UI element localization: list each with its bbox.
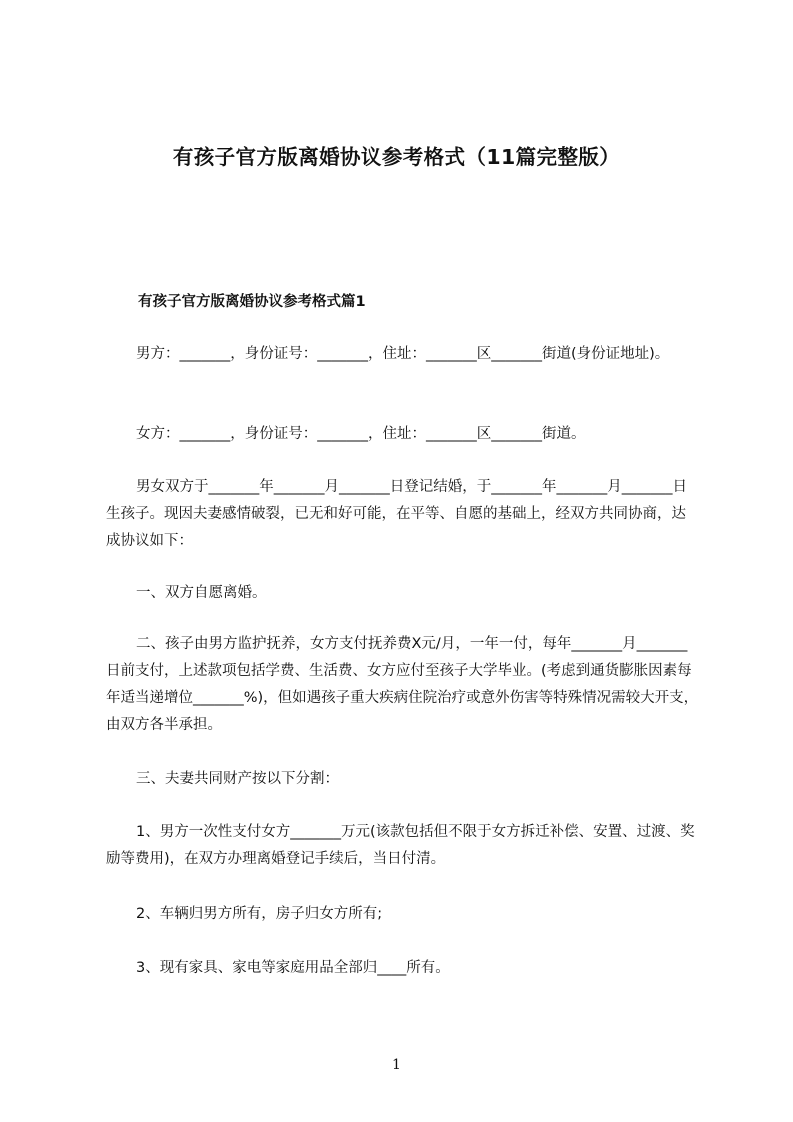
paragraph-property-item-1: 1、男方一次性支付女方_______万元(该款包括但不限于女方拆迁补偿、安置、过渡、奖励等费用)，在双方办理离婚登记手续后，当日付清。 [106, 824, 695, 867]
section-heading: 有孩子官方版离婚协议参考格式篇1 [138, 294, 366, 310]
paragraph-marriage-info: 男女双方于_______年_______月_______日登记结婚，于_______年_______月_______日生孩子。现因夫妻感情破裂，已无和好可能，在平等、自愿的基础上，经双方共同协商，达成协议如下： [106, 479, 687, 549]
document-title: 有孩子官方版离婚协议参考格式（11篇完整版） [172, 145, 621, 169]
paragraph-clause-property: 三、夫妻共同财产按以下分割： [136, 771, 339, 787]
page-number: 1 [392, 1057, 401, 1073]
paragraph-clause-custody: 二、孩子由男方监护抚养，女方支付抚养费X元/月，一年一付，每年_______月_______日前支付，上述款项包括学费、生活费、女方应付至孩子大学毕业。(考虑到通货膨胀因素每年适当递增位_______%)，但如遇孩子重大疾病住院治疗或意外伤害等特殊情况需较大开支，由双方各半承担。 [106, 636, 699, 733]
paragraph-property-item-2: 2、车辆归男方所有，房子归女方所有; [136, 906, 383, 922]
paragraph-clause-divorce: 一、双方自愿离婚。 [136, 585, 267, 601]
paragraph-female-party: 女方：_______，身份证号：_______，住址：_______区_______街道。 [136, 426, 586, 442]
paragraph-male-party: 男方：_______，身份证号：_______，住址：_______区_______街道(身份证地址)。 [136, 346, 670, 362]
paragraph-property-item-3: 3、现有家具、家电等家庭用品全部归____所有。 [136, 960, 450, 976]
